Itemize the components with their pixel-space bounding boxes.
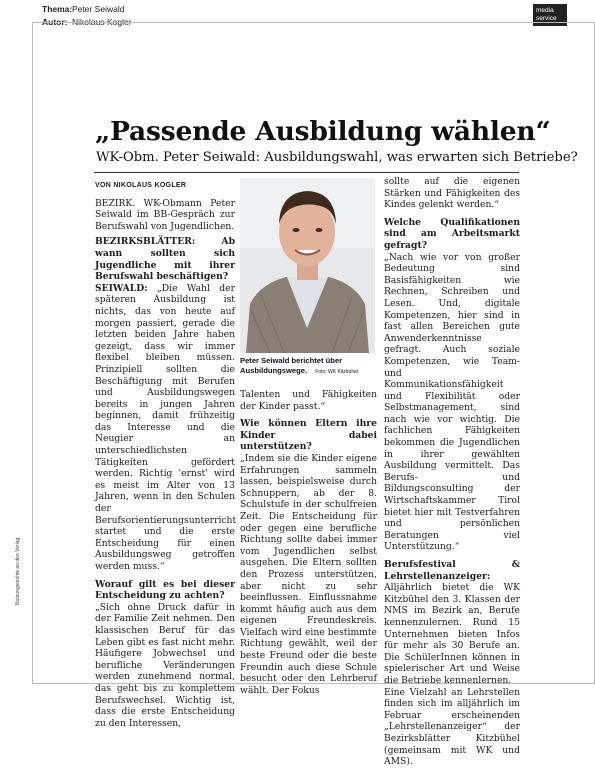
festival-label: Berufsfestival & Lehrstellenanzeiger: bbox=[384, 559, 520, 582]
column-3-lead: sollte auf die eigenen Stärken und Fähigkeiten des Kindes gelenkt werden.“ bbox=[384, 176, 520, 211]
autor-label: Autor: bbox=[42, 17, 68, 27]
portrait-image bbox=[240, 178, 375, 353]
festival-paragraph bbox=[384, 559, 520, 687]
headline-divider bbox=[94, 172, 519, 173]
media-service-badge: media service bbox=[533, 4, 567, 26]
answer-1-label: SEIWALD: bbox=[95, 282, 148, 294]
photo-credit: Foto: WK Kitzbühel bbox=[315, 369, 359, 375]
question-2: Worauf gilt es bei dieser Entscheidung zu achten? bbox=[95, 578, 235, 602]
answer-4: „Nach wie vor von großer Bedeutung sind Basisfähigkeiten wie Rechnen, Schreiben und Lesen. Und, digitale Kompetenzen, hier sind in fast allen Bereichen gute Anwenderkenntnisse gefragt. Auch soziale Kompetenzen, wie Team- und Kommunikationsfähigkeit und Flexibilität oder Selbstmanagement, sind nach wie vor wichtig. Die fachlichen Fähigkeiten bekommen die Jugendlichen in ihrer gewählten Ausbildung vermittelt. Das Berufs- und Bildungsconsulting der Wirtschaftskammer Tirol bietet hier mit Testverfahren und persönlichen Beratungen viel Unterstützung.“ bbox=[384, 251, 520, 553]
thema-value: Peter Seiwald bbox=[72, 4, 125, 14]
answer-1 bbox=[95, 283, 235, 573]
article-column-2 bbox=[240, 389, 377, 696]
intro-paragraph: BEZIRK. WK-Obmann Peter Seiwald im BB-Gespräch zur Berufswahl von Jugendlichen. bbox=[95, 197, 235, 232]
answer-2: „Sich ohne Druck dafür in der Familie Zeit nehmen. Den klassischen Beruf für das Leben gibt es fast nicht mehr. Häufigere Jobwechsel und berufliche Veränderungen werden zunehmend normal, das geht bis zu komplettem Berufswechsel. Wichtig ist, dass die erste Entscheidung zu den Interessen, bbox=[95, 601, 235, 729]
question-3: Wie können Eltern ihre Kinder dabei unterstützen? bbox=[240, 418, 377, 453]
byline: VON NIKOLAUS KOGLER bbox=[95, 182, 187, 189]
thema-label: Thema: bbox=[42, 4, 73, 14]
autor-value: Nikolaus Kogler bbox=[72, 17, 132, 27]
lehrstellen-paragraph: Eine Vielzahl an Lehrstellen finden sich im alljährlich im Februar erscheinenden „Lehrstellenanzeiger“ der Bezirksblätter Kitzbühel (gemeinsam mit WK und AMS). bbox=[384, 686, 520, 768]
meta-thema bbox=[42, 4, 125, 14]
article-column-3 bbox=[384, 176, 520, 768]
question-1: BEZIRKSBLÄTTER: Ab wann sollten sich Jugendliche mit ihrer Berufswahl beschäftigen? bbox=[95, 236, 235, 283]
portrait-photo bbox=[240, 178, 375, 353]
answer-1-text: „Die Wahl der späteren Ausbildung ist nichts, das von heute auf morgen passiert, gerade die letzten beiden Jahre haben gezeigt, dass wir immer flexibel bleiben müssen. Prinzipiell sollten die Beschäftigung mit Berufen und Ausbildungswegen bereits in jungen Jahren beginnen, damit frühzeitig das Interesse und die Neugier an unterschiedlichsten Tätigkeiten gefördert werden. Richtig 'ernst' wird es meist im Alter von 13 Jahren, wenn in den Schulen der Berufsorientierungsunterricht startet und die erste Entscheidung für einen Ausbildungsweg getroffen werden muss.“ bbox=[95, 282, 237, 572]
answer-3: „Indem sie die Kinder eigene Erfahrungen sammeln lassen, beispielsweise durch Schnuppern, ab der 8. Schulstufe in der schulfreien Zeit. Die Entscheidung für oder gegen eine berufliche Richtung sollte dabei immer vom Jugendlichen selbst ausgehen. Die Eltern sollten den Prozess unterstützen, aber nicht zu sehr beeinflussen. Einflussnahme kommt häufig auch aus dem eigenen Freundeskreis. Vielfach wird eine bestimmte Richtung gewählt, weil der beste Freund oder die beste Freundin auch diese Schule besucht oder den Lehrberuf wählt. Der Fokus bbox=[240, 452, 377, 696]
festival-text: Alljährlich bietet die WK Kitzbühel den 3. Klassen der NMS im Bezirk an, Berufe kennenzulernen. Rund 15 Unternehmen bieten Infos für mehr als 30 Berufe an. Die SchülerInnen können in spielerischer Art und Weise die Betriebe kennenlernen. bbox=[384, 582, 520, 686]
rights-note: Nutzungsrechte an den Verlag bbox=[15, 537, 21, 605]
article-column-1 bbox=[95, 180, 235, 729]
column-2-lead: Talenten und Fähigkeiten der Kinder passt.“ bbox=[240, 389, 377, 412]
photo-caption bbox=[240, 356, 377, 377]
photo-caption-text: Peter Seiwald berichtet über Ausbildungswege. bbox=[240, 356, 343, 375]
subheadline: WK-Obm. Peter Seiwald: Ausbildungswahl, was erwarten sich Betriebe? bbox=[96, 150, 578, 165]
headline: „Passende Ausbildung wählen“ bbox=[95, 116, 551, 147]
question-4: Welche Qualifikationen sind am Arbeitsmarkt gefragt? bbox=[384, 216, 520, 251]
